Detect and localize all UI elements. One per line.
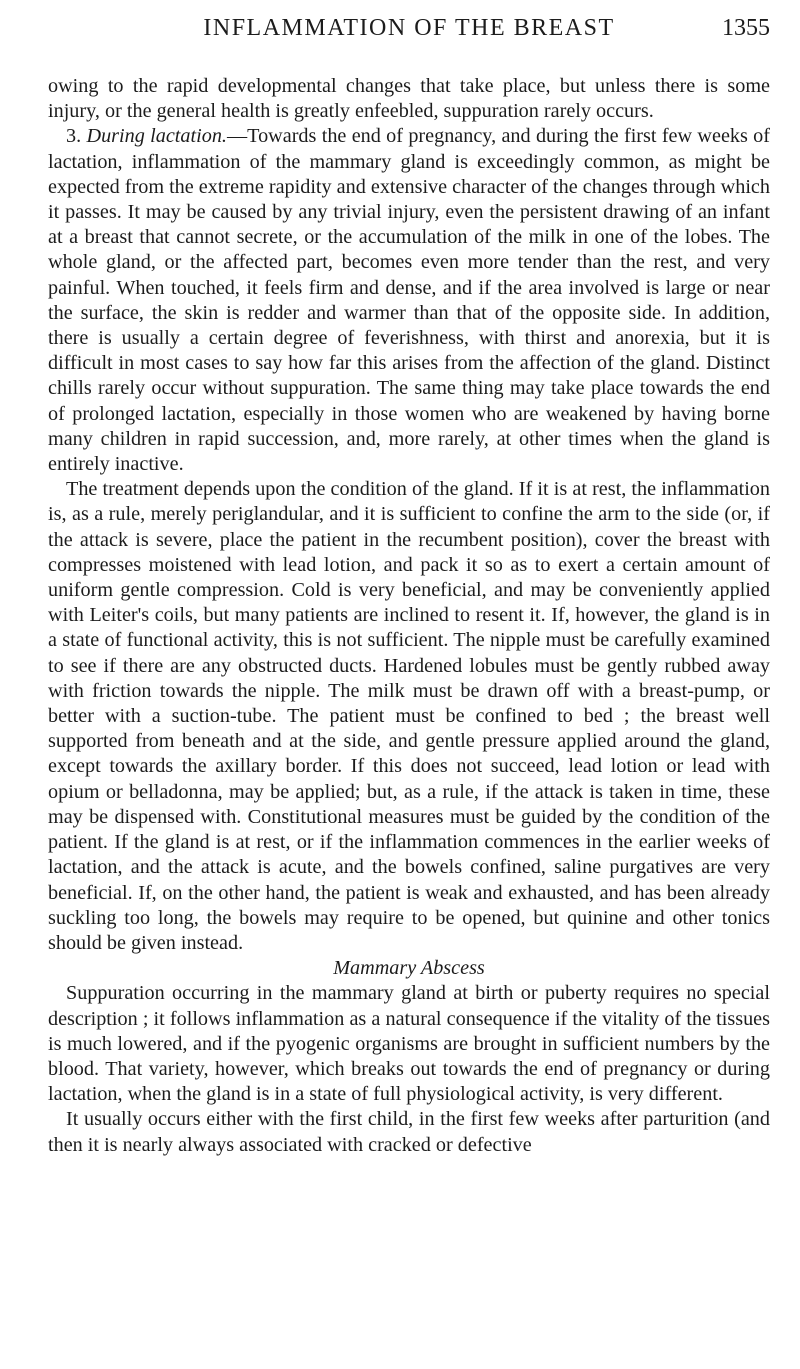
running-title: INFLAMMATION OF THE BREAST [203, 15, 615, 41]
section-heading: Mammary Abscess [333, 957, 485, 980]
paragraph-occurrence: It usually occurs either with the first child, in the first few weeks after parturition (and then it is nearly always associated with cracked or defective [48, 1108, 770, 1156]
paragraph-continued: owing to the rapid developmental changes that take place, but unless there is some injury, or the general health is greatly enfeebled, suppuration rarely occurs. [48, 75, 770, 123]
body-text [48, 74, 770, 1158]
paragraph-treatment: The treatment depends upon the condition of the gland. If it is at rest, the inflammation is, as a rule, merely periglandular, and it is sufficient to confine the arm to the side (or, if the attack is severe, place the patient in the recumbent position), cover the breast with compresses moistened with lead lotion, and pack it so as to exert a certain amount of uniform gentle compression. Cold is very beneficial, and may be conveniently applied with Leiter's coils, but many patients are inclined to resent it. If, however, the gland is in a state of functional activity, this is not sufficient. The nipple must be carefully examined to see if there are any obstructed ducts. Hardened lobules must be gently rubbed away with friction towards the nipple. The milk must be drawn off with a breast-pump, or better with a suction-tube. The patient must be confined to bed ; the breast well supported from beneath and at the side, and gentle pressure applied around the gland, except towards the axillary border. If this does not succeed, lead lotion or lead with opium or belladonna, may be applied; but, as a rule, if the attack is taken in time, these may be dispensed with. Constitutional measures must be guided by the condition of the patient. If the gland is at rest, or if the inflammation commences in the earlier weeks of lactation, and the attack is acute, and the bowels confined, saline purgatives are very beneficial. If, on the other hand, the patient is weak and exhausted, and has been already suckling too long, the bowels may require to be opened, but quinine and other tonics should be given instead. [48, 478, 770, 954]
page-number: 1355 [722, 15, 770, 41]
paragraph-number: 3. [66, 125, 82, 148]
paragraph-lactation [48, 124, 770, 477]
paragraph-text: —Towards the end of pregnancy, and during the first few weeks of lactation, inflammation of the mammary gland is exceedingly common, as might be expected from the extreme rapidity and extensive character of the changes through which it passes. It may be caused by any trivial injury, even the persistent drawing of an infant at a breast that cannot secrete, or the accumulation of the milk in one of the lobes. The whole gland, or the affected part, becomes even more tender than the rest, and very painful. When touched, it feels firm and dense, and if the area involved is large or near the surface, the skin is redder and warmer than that of the opposite side. In addition, there is usually a certain degree of feverishness, with thirst and anorexia, but it is difficult in most cases to say how far this arises from the affection of the gland. Distinct chills rarely occur without suppuration. The same thing may take place towards the end of prolonged lactation, especially in those women who are weakened by having borne many children in rapid succession, and, more rarely, at other times when the gland is entirely inactive. [48, 125, 771, 476]
paragraph-heading: During lactation. [86, 125, 227, 148]
paragraph-suppuration: Suppuration occurring in the mammary gland at birth or puberty requires no special description ; it follows inflammation as a natural consequence if the vitality of the tissues is much lowered, and if the pyogenic organisms are brought in sufficient numbers by the blood. That variety, however, which breaks out towards the end of pregnancy or during lactation, when the gland is in a state of full physiological activity, is very different. [48, 982, 770, 1106]
running-head [48, 8, 770, 48]
